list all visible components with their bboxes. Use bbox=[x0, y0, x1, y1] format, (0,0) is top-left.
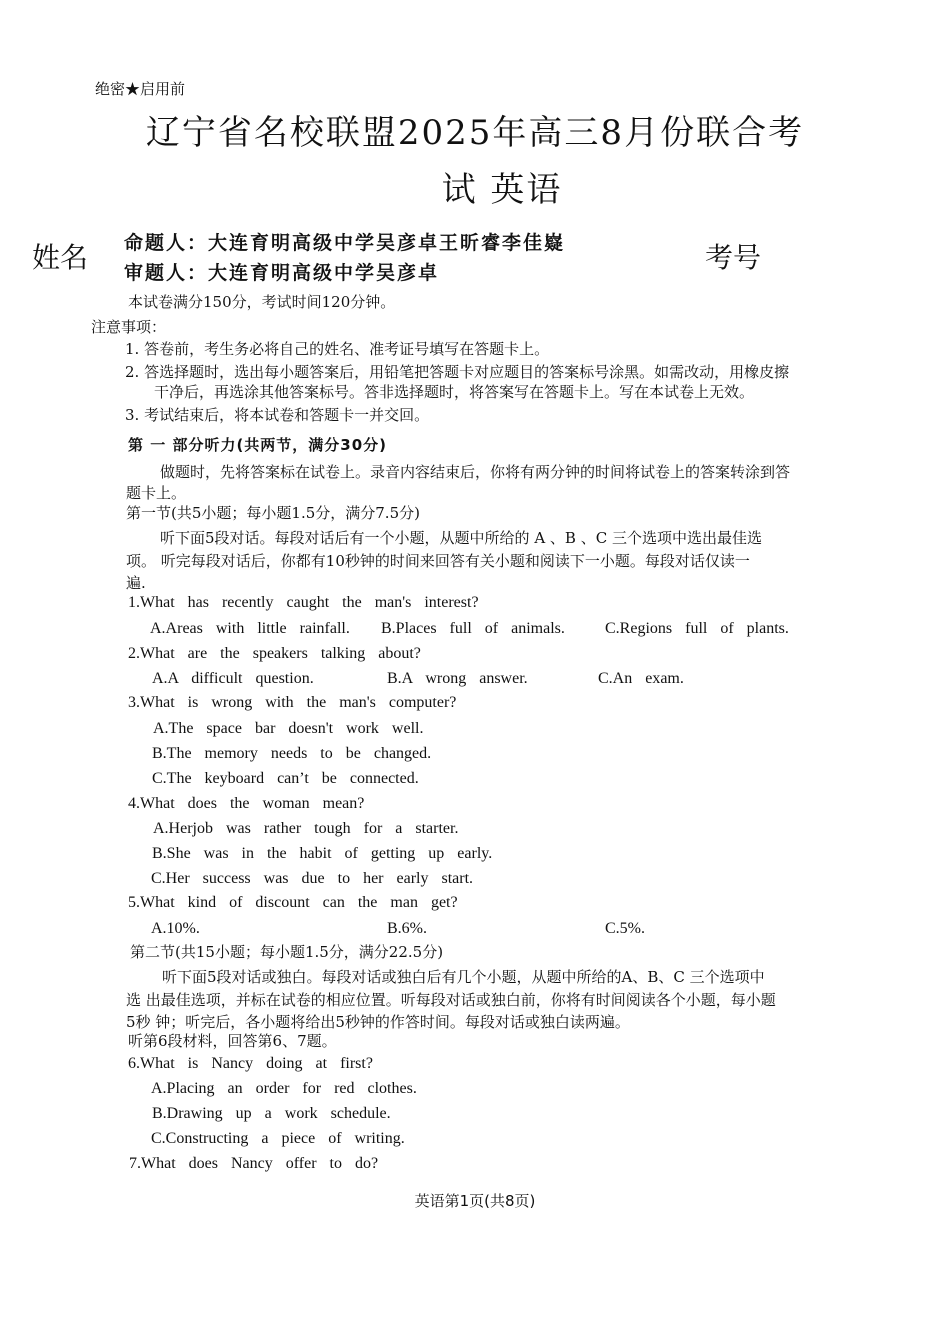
page-footer: 英语第1页(共8页) bbox=[414, 1192, 536, 1210]
question-1-option-b: B.Places full of animals. bbox=[381, 620, 565, 637]
question-5-option-c: C.5%. bbox=[605, 920, 645, 937]
question-6-option-b: B.Drawing up a work schedule. bbox=[152, 1105, 391, 1122]
question-5: 5.What kind of discount can the man get? bbox=[128, 894, 458, 911]
question-6: 6.What is Nancy doing at first? bbox=[128, 1055, 373, 1072]
question-4-option-c: C.Her success was due to her early start. bbox=[151, 870, 474, 887]
question-1: 1.What has recently caught the man's interest? bbox=[128, 594, 479, 611]
section1-instruction-line2: 项。 听完每段对话后，你都有10秒钟的时间来回答有关小题和阅读下一小题。每段对话仅读一 bbox=[126, 552, 750, 570]
question-6-option-c: C.Constructing a piece of writing. bbox=[151, 1130, 405, 1147]
part1-instruction-line2: 题卡上。 bbox=[126, 484, 187, 502]
notes-title: 注意事项： bbox=[91, 318, 167, 336]
question-1-option-c: C.Regions full of plants. bbox=[605, 620, 789, 637]
question-4-option-b: B.She was in the habit of getting up early. bbox=[152, 845, 493, 862]
question-3-option-b: B.The memory needs to be changed. bbox=[152, 745, 432, 762]
confidential-mark: 绝密★启用前 bbox=[95, 80, 186, 98]
reviewer-line: 审题人：大连育明高级中学吴彦卓 bbox=[124, 262, 440, 284]
question-2-option-c: C.An exam. bbox=[598, 670, 684, 687]
question-5-option-a: A.10%. bbox=[151, 920, 200, 937]
material-6-note: 听第6段材料，回答第6、7题。 bbox=[128, 1032, 337, 1050]
question-3-option-a: A.The space bar doesn't work well. bbox=[153, 720, 424, 737]
section2-heading: 第二节(共15小题；每小题1.5分，满分22.5分) bbox=[130, 943, 444, 961]
exam-number-label: 考号 bbox=[705, 241, 762, 274]
question-3: 3.What is wrong with the man's computer? bbox=[128, 694, 457, 711]
section2-instruction-line3: 5秒 钟；听完后，各小题将给出5秒钟的作答时间。每段对话或独白读两遍。 bbox=[126, 1013, 630, 1031]
section1-heading: 第一节(共5小题；每小题1.5分，满分7.5分) bbox=[126, 504, 420, 522]
question-4-option-a: A.Herjob was rather tough for a starter. bbox=[153, 820, 459, 837]
exam-title-line1: 辽宁省名校联盟2025年高三8月份联合考 bbox=[145, 113, 805, 153]
section1-instruction-line1: 听下面5段对话。每段对话后有一个小题，从题中所给的 A 、B 、C 三个选项中选出最佳选 bbox=[160, 529, 762, 547]
exam-title-line2: 试 英语 bbox=[441, 170, 563, 210]
name-label: 姓名 bbox=[32, 241, 89, 274]
question-2-option-b: B.A wrong answer. bbox=[387, 670, 528, 687]
part1-heading: 第 一 部分听力(共两节，满分30分) bbox=[128, 436, 388, 454]
note-1: 1. 答卷前，考生务必将自己的姓名、准考证号填写在答题卡上。 bbox=[125, 340, 550, 358]
note-2-line1: 2. 答选择题时，选出每小题答案后，用铅笔把答题卡对应题目的答案标号涂黑。如需改动，用橡皮擦 bbox=[125, 363, 790, 381]
section2-instruction-line2: 选 出最佳选项，并标在试卷的相应位置。听每段对话或独白前，你将有时间阅读各个小题，每小题 bbox=[126, 991, 776, 1009]
question-3-option-c: C.The keyboard can’t be connected. bbox=[152, 770, 419, 787]
part1-instruction-line1: 做题时，先将答案标在试卷上。录音内容结束后，你将有两分钟的时间将试卷上的答案转涂到答 bbox=[160, 463, 791, 481]
question-6-option-a: A.Placing an order for red clothes. bbox=[151, 1080, 417, 1097]
question-5-option-b: B.6%. bbox=[387, 920, 427, 937]
question-2: 2.What are the speakers talking about? bbox=[128, 645, 421, 662]
score-time-note: 本试卷满分150分，考试时间120分钟。 bbox=[128, 293, 396, 311]
section2-instruction-line1: 听下面5段对话或独白。每段对话或独白后有几个小题，从题中所给的A、B、C 三个选项中 bbox=[162, 968, 765, 986]
question-4: 4.What does the woman mean? bbox=[128, 795, 365, 812]
question-7: 7.What does Nancy offer to do? bbox=[129, 1155, 379, 1172]
question-1-option-a: A.Areas with little rainfall. bbox=[150, 620, 350, 637]
note-3: 3. 考试结束后，将本试卷和答题卡一并交回。 bbox=[125, 406, 430, 424]
section1-instruction-line3: 遍. bbox=[126, 574, 146, 592]
setter-line: 命题人：大连育明高级中学吴彦卓王昕睿李佳嶷 bbox=[124, 232, 566, 254]
note-2-line2: 干净后，再选涂其他答案标号。答非选择题时，将答案写在答题卡上。写在本试卷上无效。 bbox=[154, 383, 755, 401]
question-2-option-a: A.A difficult question. bbox=[152, 670, 314, 687]
